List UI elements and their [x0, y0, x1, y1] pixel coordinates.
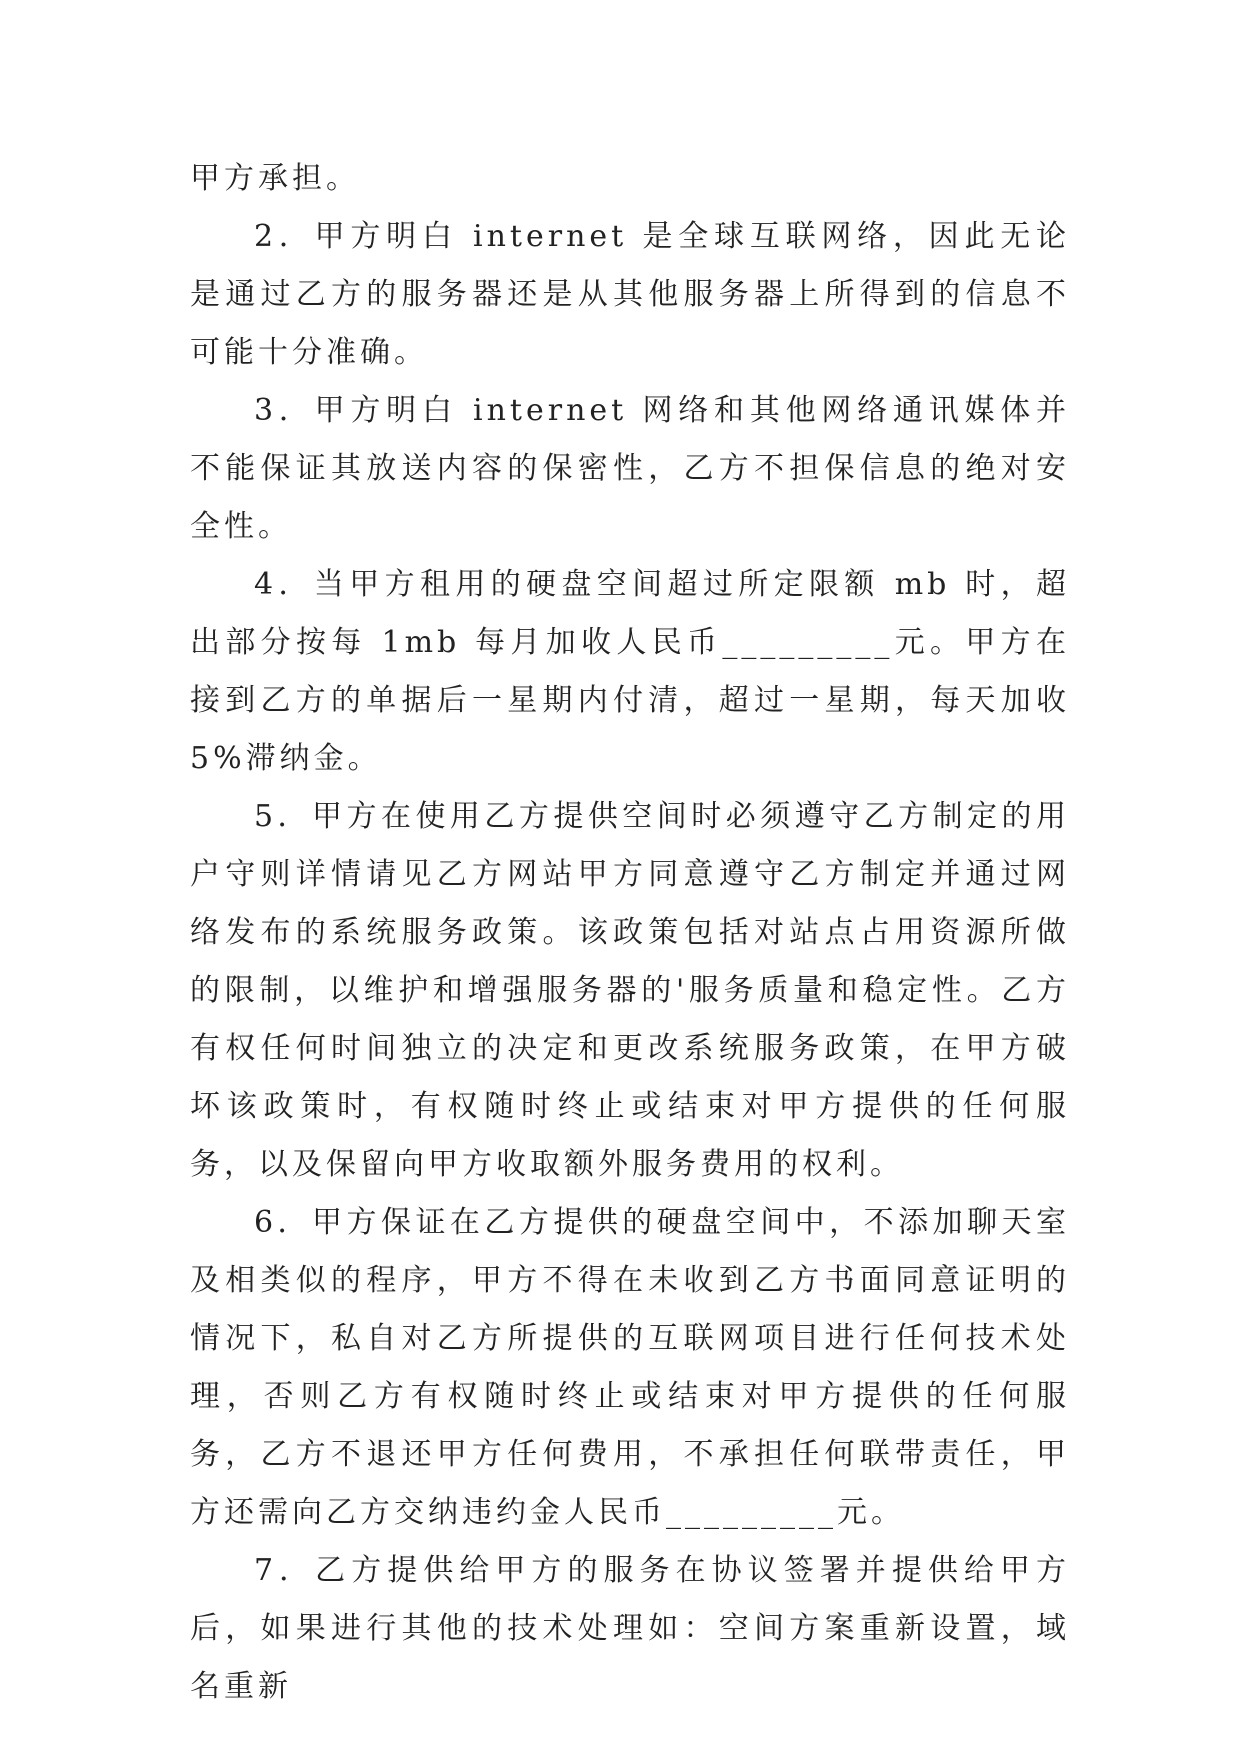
paragraph-clause-5: 5．甲方在使用乙方提供空间时必须遵守乙方制定的用户守则详情请见乙方网站甲方同意遵守乙方制定并通过网络发布的系统服务政策。该政策包括对站点占用资源所做的限制，以维护和增强服务器的'服务质量和稳定性。乙方有权任何时间独立的决定和更改系统服务政策，在甲方破坏该政策时，有权随时终止或结束对甲方提供的任何服务，以及保留向甲方收取额外服务费用的权利。	[190, 799, 1070, 1182]
paragraph-continuation: 甲方承担。	[190, 161, 360, 196]
paragraph-clause-6: 6．甲方保证在乙方提供的硬盘空间中，不添加聊天室及相类似的程序，甲方不得在未收到乙方书面同意证明的情况下，私自对乙方所提供的互联网项目进行任何技术处理，否则乙方有权随时终止或结束对甲方提供的任何服务，乙方不退还甲方任何费用，不承担任何联带责任，甲方还需向乙方交纳违约金人民币_________元。	[190, 1205, 1070, 1530]
paragraph-clause-4: 4．当甲方租用的硬盘空间超过所定限额 mb 时，超出部分按每 1mb 每月加收人民币_________元。甲方在接到乙方的单据后一星期内付清，超过一星期，每天加收 5%滞纳金。	[190, 567, 1070, 776]
paragraph-clause-2: 2．甲方明白 internet 是全球互联网络，因此无论是通过乙方的服务器还是从其他服务器上所得到的信息不可能十分准确。	[190, 219, 1070, 370]
document-body	[190, 150, 1070, 1716]
paragraph-clause-7: 7．乙方提供给甲方的服务在协议签署并提供给甲方后，如果进行其他的技术处理如：空间方案重新设置，域名重新	[190, 1553, 1070, 1704]
paragraph-clause-3: 3．甲方明白 internet 网络和其他网络通讯媒体并不能保证其放送内容的保密性，乙方不担保信息的绝对安全性。	[190, 393, 1070, 544]
